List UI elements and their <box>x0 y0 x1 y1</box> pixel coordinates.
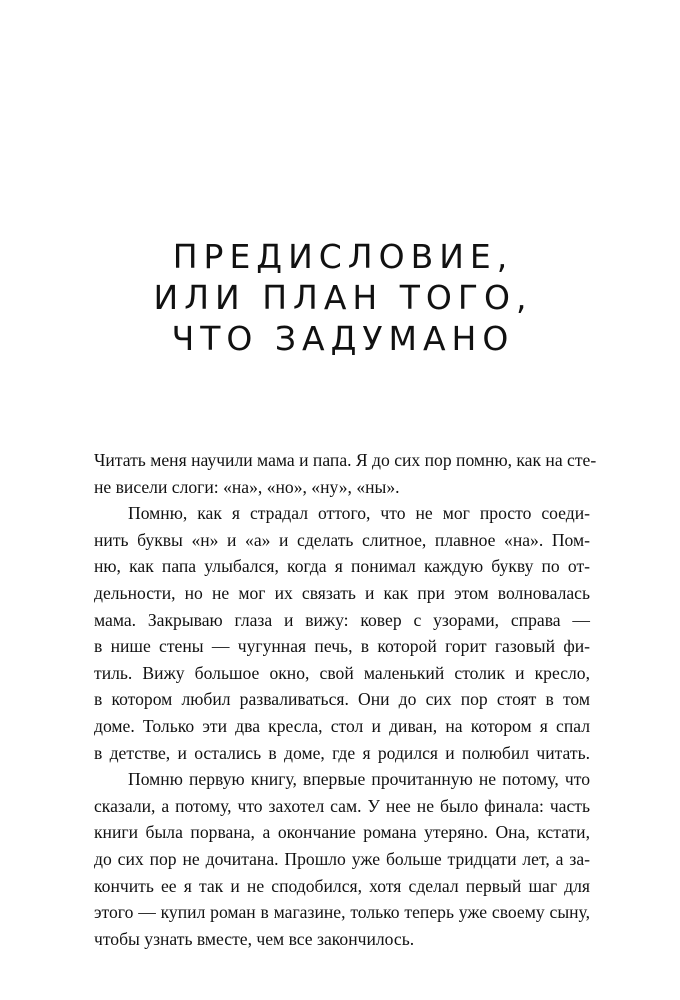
text-line-3: Помню, как я страдал оттого, что не мог просто соеди- <box>128 503 590 524</box>
text-line-14: сказали, а потому, что захотел сам. У нее не было финала: часть <box>94 795 590 816</box>
text-line-13: Помню первую книгу, впервые прочитанную не потому, что <box>128 769 590 790</box>
text-line-6: дельности, но не мог их связать и как при этом волновалась <box>94 582 590 603</box>
chapter-title-line-2: ИЛИ ПЛАН ТОГО, <box>153 278 533 317</box>
body-text <box>94 447 597 952</box>
text-line-1: Читать меня научили мама и папа. Я до сих пор помню, как на сте- <box>94 450 597 470</box>
text-line-19: чтобы узнать вместе, чем все закончилось. <box>94 928 415 949</box>
chapter-title-line-1: ПРЕДИСЛОВИЕ, <box>172 237 514 276</box>
text-line-17: кончить ее я так и не сподобился, хотя сделал первый шаг для <box>94 875 590 896</box>
text-line-5: ню, как папа улыбался, когда я понимал каждую букву по от- <box>94 556 590 577</box>
text-line-8: в нише стены — чугунная печь, в которой горит газовый фи- <box>94 636 590 657</box>
chapter-title-line-3: ЧТО ЗАДУМАНО <box>171 319 515 358</box>
text-line-15: книги была порвана, а окончание романа утеряно. Она, кстати, <box>94 822 590 843</box>
text-line-4: нить буквы «н» и «а» и сделать слитное, плавное «на». Пом- <box>94 529 590 550</box>
text-line-10: в котором любил разваливаться. Они до сих пор стоят в том <box>94 689 590 710</box>
text-line-12: в детстве, и остались в доме, где я родился и полюбил читать. <box>94 742 590 763</box>
text-line-18: этого — купил роман в магазине, только теперь уже своему сыну, <box>94 902 590 923</box>
text-line-2: не висели слоги: «на», «но», «ну», «ны». <box>94 476 400 497</box>
text-line-9: тиль. Вижу большое окно, свой маленький столик и кресло, <box>94 662 590 683</box>
chapter-title <box>0 236 680 359</box>
text-line-11: доме. Только эти два кресла, стол и диван, на котором я спал <box>94 715 590 736</box>
text-line-7: мама. Закрываю глаза и вижу: ковер с узорами, справа — <box>94 609 590 630</box>
text-line-16: до сих пор не дочитана. Прошло уже больше тридцати лет, а за- <box>94 848 590 869</box>
